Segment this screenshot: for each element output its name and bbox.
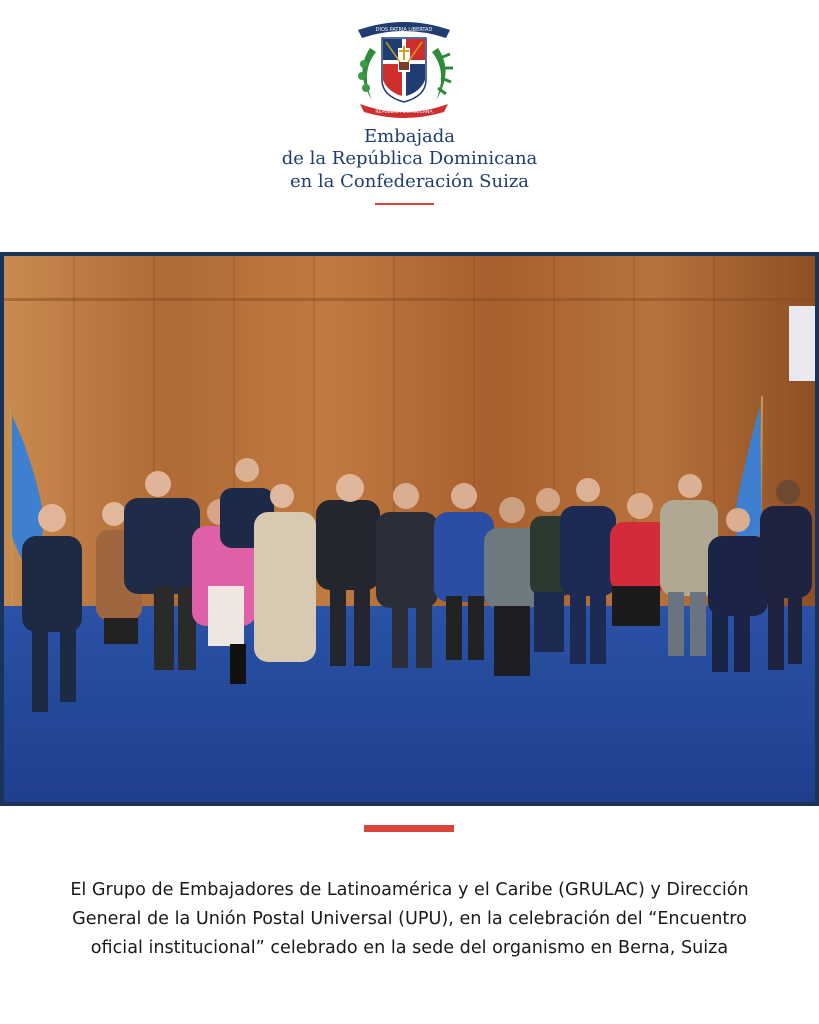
caption-divider xyxy=(364,825,454,832)
caption-line1: El Grupo de Embajadores de Latinoamérica y el Caribe (GRULAC) y Dirección xyxy=(70,880,749,900)
org-title-line3: en la Confederación Suiza xyxy=(289,171,530,192)
org-title-line2: de la República Dominicana xyxy=(281,148,538,169)
caption-line2: General de la Unión Postal Universal (UPU), en la celebración del “Encuentro xyxy=(72,909,747,929)
crest-ribbon-text: REPÚBLICA DOMINICANA xyxy=(375,110,433,115)
group-photo xyxy=(0,252,819,806)
org-title-line1: Embajada xyxy=(363,126,456,147)
crest-motto-text: DIOS PATRIA LIBERTAD xyxy=(375,27,433,33)
coat-of-arms-icon xyxy=(352,12,456,118)
caption-line3: oficial institucional” celebrado en la sede del organismo en Berna, Suiza xyxy=(90,938,729,958)
top-divider xyxy=(375,203,434,205)
photo-caption xyxy=(15,876,804,963)
